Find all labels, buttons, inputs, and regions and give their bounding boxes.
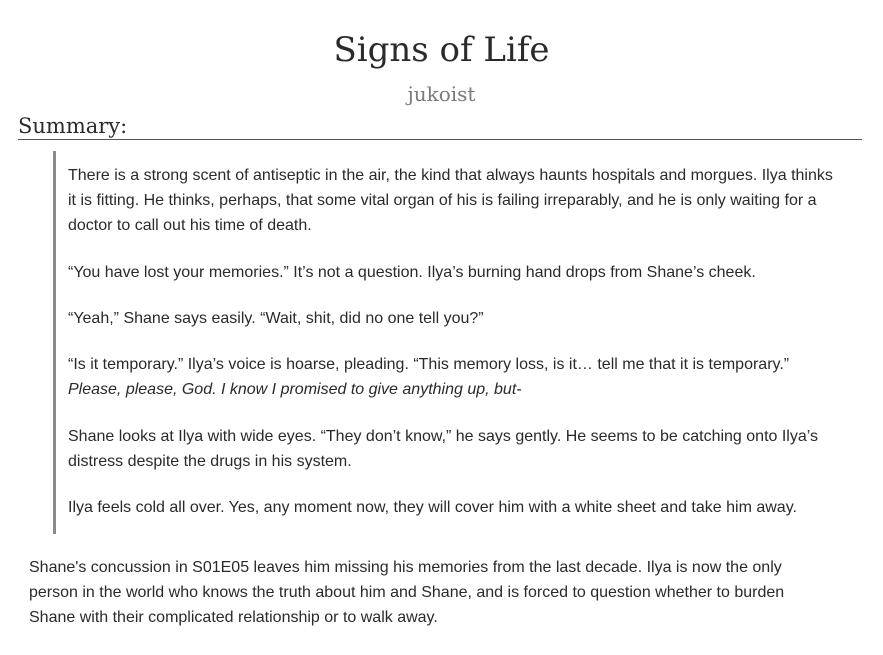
summary-description: Shane's concussion in S01E05 leaves him missing his memories from the last decade. Ilya is now the only person in the world who knows the truth about him and Shane, and is forced to question whether to burden Shane with their complicated relationship or to walk away. xyxy=(29,559,785,626)
quote-paragraph-6: Ilya feels cold all over. Yes, any moment now, they will cover him with a white sheet and take him away. xyxy=(68,499,797,516)
quote-paragraph-4 xyxy=(68,352,833,402)
quote-paragraph-2: “You have lost your memories.” It’s not a question. Ilya’s burning hand drops from Shane’s cheek. xyxy=(68,264,756,281)
quote-paragraph-5: Shane looks at Ilya with wide eyes. “They don’t know,” he says gently. He seems to be catching onto Ilya’s distress despite the drugs in his system. xyxy=(68,428,819,470)
quote-paragraph-4-italic: Please, please, God. I know I promised to give anything up, but- xyxy=(68,381,522,398)
work-author[interactable]: jukoist xyxy=(407,82,476,106)
work-title: Signs of Life xyxy=(333,30,550,70)
summary-blockquote xyxy=(53,151,833,534)
quote-paragraph-4-text: “Is it temporary.” Ilya’s voice is hoarse, pleading. “This memory loss, is it… tell me that it is temporary.” xyxy=(68,356,790,373)
quote-paragraph-3: “Yeah,” Shane says easily. “Wait, shit, did no one tell you?” xyxy=(68,310,484,327)
quote-paragraph-1: There is a strong scent of antiseptic in the air, the kind that always haunts hospitals and morgues. Ilya thinks it is fitting. He thinks, perhaps, that some vital organ of his is failing irreparably, and he is only waiting for a doctor to call out his time of death. xyxy=(68,167,833,234)
summary-heading: Summary: xyxy=(18,112,862,140)
